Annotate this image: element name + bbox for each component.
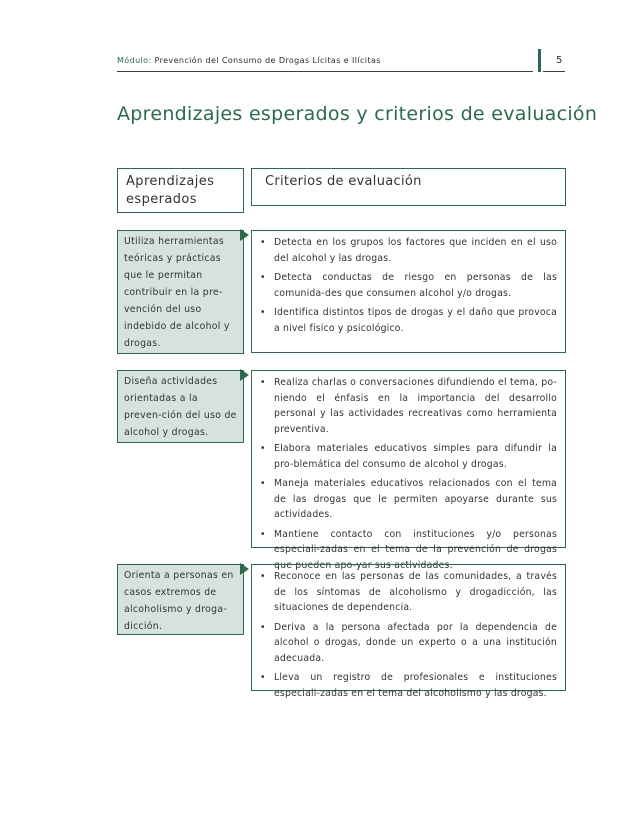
criteria-list xyxy=(255,375,557,573)
page-number: 5 xyxy=(556,55,563,66)
header-rule xyxy=(117,71,533,72)
module-title: Prevención del Consumo de Drogas Lícitas e Ilícitas xyxy=(154,56,381,65)
criteria-item: • Lleva un registro de profesionales e instituciones especiali-zadas en el tema del alcoholismo y las drogas. xyxy=(255,670,557,701)
criteria-cell xyxy=(251,230,566,353)
criteria-item: • Detecta en los grupos los factores que inciden en el uso del alcohol y las drogas. xyxy=(255,235,557,266)
criteria-list xyxy=(255,235,557,336)
criteria-item: • Detecta conductas de riesgo en personas de las comunida-des que consumen alcohol y/o drogas. xyxy=(255,270,557,301)
header-rule-right xyxy=(543,71,565,72)
header-accent-bar xyxy=(538,49,541,72)
criteria-cell xyxy=(251,370,566,571)
learning-column-header: Aprendizajes esperados xyxy=(117,168,244,213)
criteria-item: • Identifica distintos tipos de drogas y el daño que provoca a nivel físico y psicológico. xyxy=(255,305,557,336)
criteria-item: • Deriva a la persona afectada por la dependencia de alcohol o drogas, donde un experto o a una institución adecuada. xyxy=(255,620,557,667)
arrow-marker-icon xyxy=(240,229,249,241)
criteria-item: • Reconoce en las personas de las comunidades, a través de los síntomas de alcoholismo y drogadicción, las situaciones de dependencia. xyxy=(255,569,557,616)
learning-cell: Diseña actividades orientadas a la preven-ción del uso de alcohol y drogas. xyxy=(117,370,244,443)
criteria-list xyxy=(255,569,557,701)
running-header xyxy=(117,56,381,65)
criteria-item: • Mantiene contacto con instituciones y/o personas especiali-zadas en el tema de la prevención de drogas que pueden apo-yar sus actividades. xyxy=(255,527,557,574)
arrow-marker-icon xyxy=(240,369,249,381)
criteria-item: • Realiza charlas o conversaciones difundiendo el tema, po-niendo el énfasis en la importancia del desarrollo personal y las actividades recreativas como herramienta preventiva. xyxy=(255,375,557,437)
arrow-marker-icon xyxy=(240,563,249,575)
learning-cell: Orienta a personas en casos extremos de alcoholismo y droga-dicción. xyxy=(117,564,244,635)
criteria-cell xyxy=(251,564,566,699)
learning-cell: Utiliza herramientas teóricas y prácticas que le permitan contribuir en la pre-vención del uso indebido de alcohol y drogas. xyxy=(117,230,244,354)
criteria-item: • Elabora materiales educativos simples para difundir la pro-blemática del consumo de alcohol y drogas. xyxy=(255,441,557,472)
page-title: Aprendizajes esperados y criterios de evaluación xyxy=(117,103,598,125)
criteria-column-header: Criterios de evaluación xyxy=(251,168,566,206)
criteria-item: • Maneja materiales educativos relacionados con el tema de las drogas que le permiten apoyarse durante sus actividades. xyxy=(255,476,557,523)
module-label: Módulo: xyxy=(117,56,152,65)
